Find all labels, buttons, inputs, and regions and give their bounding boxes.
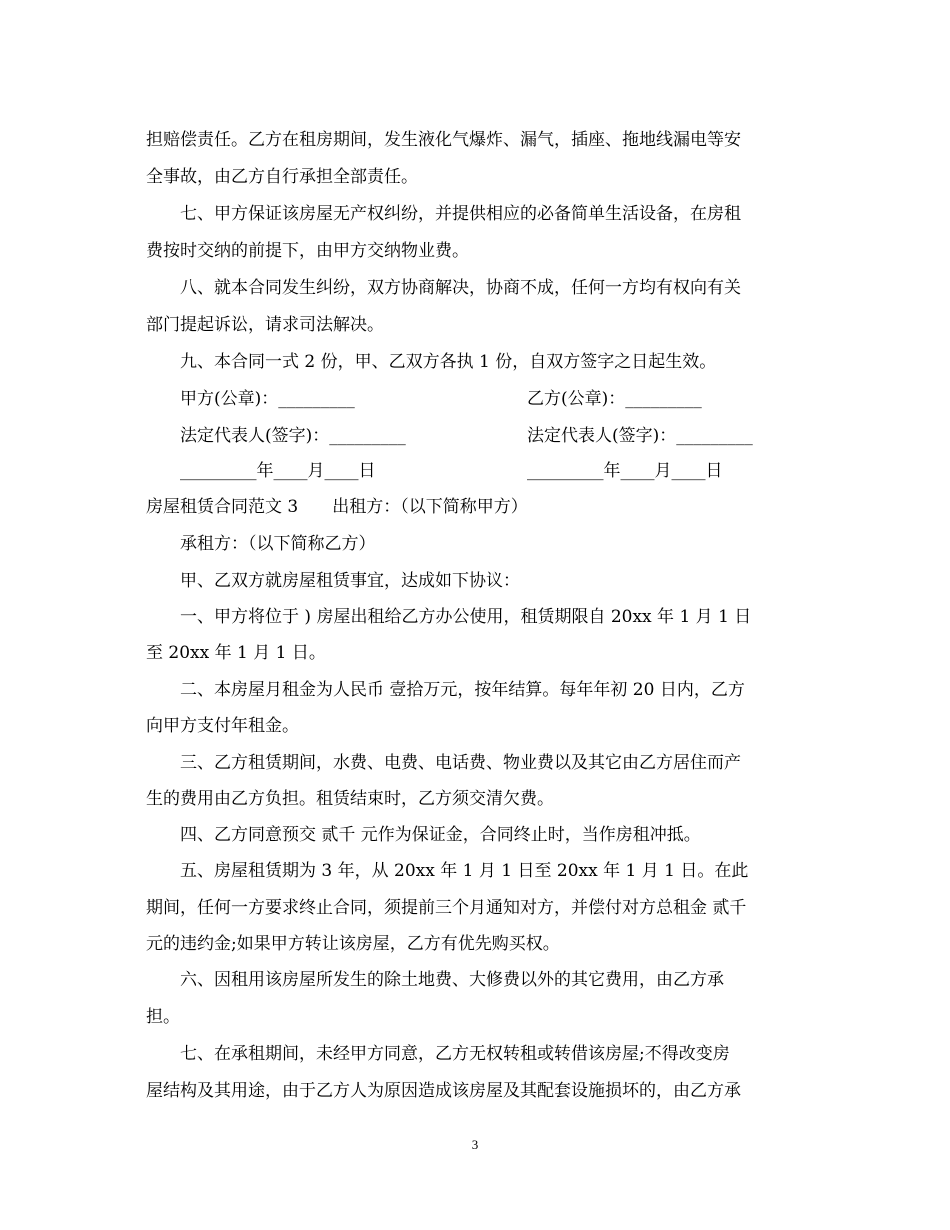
paragraph-line: 担。 xyxy=(146,1007,180,1027)
paragraph-line: 七、在承租期间，未经甲方同意，乙方无权转租或转借该房屋;不得改变房 xyxy=(180,1044,730,1064)
section-heading-line: 房屋租赁合同范文 3 出租方：（以下简称甲方） xyxy=(146,497,528,517)
paragraph-line: 承租方：（以下简称乙方） xyxy=(180,534,376,554)
paragraph-line: 八、就本合同发生纠纷，双方协商解决，协商不成，任何一方均有权向有关 xyxy=(180,278,741,298)
paragraph-line: 三、乙方租赁期间，水费、电费、电话费、物业费以及其它由乙方居住而产 xyxy=(180,753,741,773)
paragraph-line: 一、甲方将位于 ) 房屋出租给乙方办公使用，租赁期限自 20xx 年 1 月 1 日 xyxy=(180,607,752,627)
paragraph-line: 元的违约金;如果甲方转让该房屋，乙方有优先购买权。 xyxy=(146,934,560,954)
paragraph-line: 屋结构及其用途，由于乙方人为原因造成该房屋及其配套设施损坏的，由乙方承 xyxy=(146,1081,741,1101)
party-a-seal-field: 甲方(公章)：_________ xyxy=(180,389,355,409)
paragraph-line: 六、因租用该房屋所发生的除土地费、大修费以外的其它费用，由乙方承 xyxy=(180,970,724,990)
party-b-representative-field: 法定代表人(签字)：_________ xyxy=(527,426,753,446)
paragraph-line: 费按时交纳的前提下，由甲方交纳物业费。 xyxy=(146,241,469,261)
paragraph-line: 全事故，由乙方自行承担全部责任。 xyxy=(146,167,418,187)
party-a-representative-field: 法定代表人(签字)：_________ xyxy=(180,426,406,446)
paragraph-line: 七、甲方保证该房屋无产权纠纷，并提供相应的必备简单生活设备，在房租 xyxy=(180,204,741,224)
paragraph-line: 至 20xx 年 1 月 1 日。 xyxy=(146,643,326,663)
paragraph-line: 期间，任何一方要求终止合同，须提前三个月通知对方，并偿付对方总租金 贰千 xyxy=(146,898,747,918)
paragraph-line: 向甲方支付年租金。 xyxy=(146,716,299,736)
paragraph-line: 生的费用由乙方负担。租赁结束时，乙方须交清欠费。 xyxy=(146,789,554,809)
paragraph-line: 九、本合同一式 2 份，甲、乙双方各执 1 份，自双方签字之日起生效。 xyxy=(180,352,717,372)
paragraph-line: 甲、乙双方就房屋租赁事宜，达成如下协议： xyxy=(180,571,520,591)
page-number: 3 xyxy=(471,1137,479,1152)
paragraph-line: 五、房屋租赁期为 3 年，从 20xx 年 1 月 1 日至 20xx 年 1 月 1 日。在此 xyxy=(180,861,749,881)
party-a-date-field: _________年____月____日 xyxy=(180,461,376,481)
paragraph-line: 担赔偿责任。乙方在租房期间，发生液化气爆炸、漏气，插座、拖地线漏电等安 xyxy=(146,130,741,150)
paragraph-line: 四、乙方同意预交 贰千 元作为保证金，合同终止时，当作房租冲抵。 xyxy=(180,825,701,845)
party-b-seal-field: 乙方(公章)：_________ xyxy=(527,389,702,409)
party-b-date-field: _________年____月____日 xyxy=(527,461,723,481)
paragraph-line: 部门提起诉讼，请求司法解决。 xyxy=(146,315,384,335)
paragraph-line: 二、本房屋月租金为人民币 壹拾万元，按年结算。每年年初 20 日内，乙方 xyxy=(180,680,745,700)
